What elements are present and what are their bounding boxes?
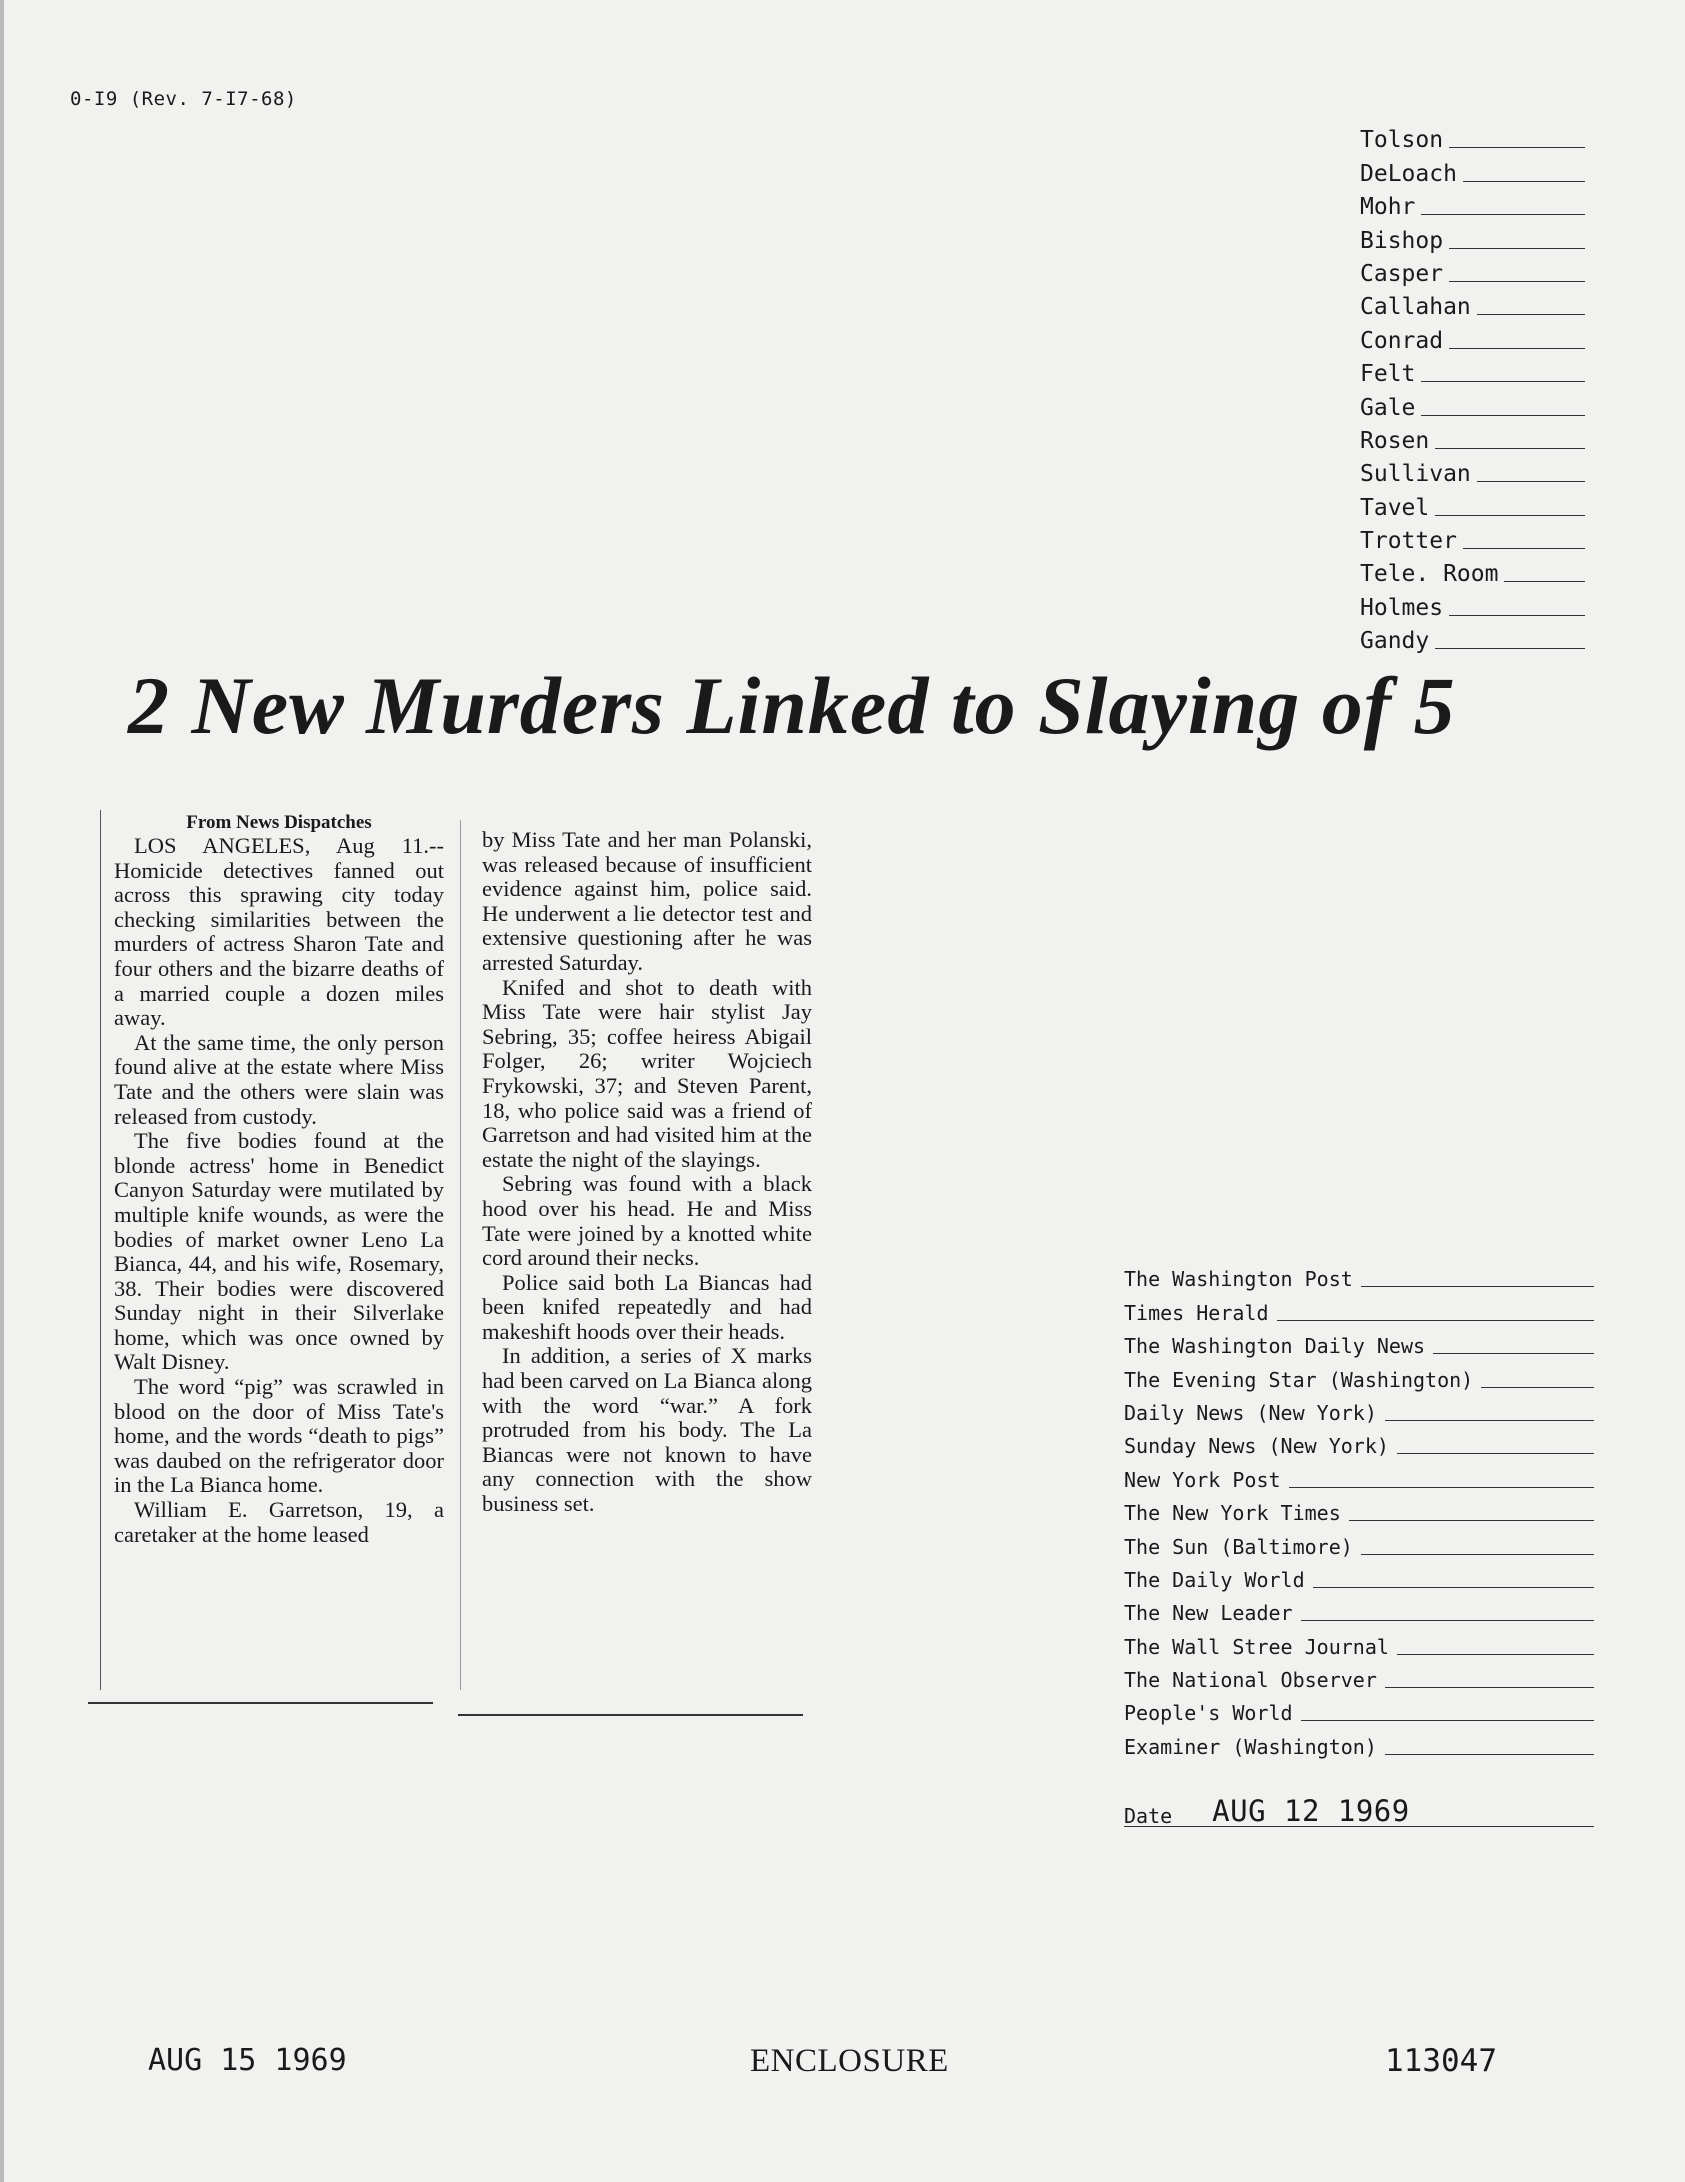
- routing-name: DeLoach: [1360, 160, 1457, 187]
- date-row: [1124, 1784, 1594, 1828]
- routing-item: [1360, 521, 1585, 554]
- paragraph: LOS ANGELES, Aug 11.-- Homicide detectives fanned out across this sprawing city today checking similarities between the murders of actress Sharon Tate and four others and the bizarre deaths of a married couple a dozen miles away.: [114, 833, 444, 1031]
- publication-name: The Evening Star (Washington): [1124, 1367, 1474, 1392]
- publication-item: [1124, 1425, 1594, 1458]
- column-rule: [460, 820, 461, 1690]
- publication-item: [1124, 1592, 1594, 1625]
- paragraph: Sebring was found with a black hood over his head. He and Miss Tate were joined by a knotted white cord around their necks.: [482, 1171, 812, 1271]
- routing-line: [1449, 147, 1585, 148]
- publication-item: [1124, 1559, 1594, 1592]
- publication-list: [1124, 1258, 1594, 1759]
- routing-item: [1360, 621, 1585, 654]
- paragraph: In addition, a series of X marks had been carved on La Bianca along with the word “war.” A fork protruded from his body. The La Biancas were not known to have any connection with the show business set.: [482, 1343, 812, 1517]
- publication-item: [1124, 1458, 1594, 1491]
- routing-name: Sullivan: [1360, 461, 1471, 488]
- routing-item: [1360, 587, 1585, 620]
- routing-line: [1435, 515, 1585, 516]
- column-end-rule: [88, 1702, 433, 1704]
- publication-name: Examiner (Washington): [1124, 1734, 1377, 1759]
- routing-line: [1463, 548, 1585, 549]
- form-code: 0-I9 (Rev. 7-I7-68): [70, 88, 297, 110]
- publication-name: Daily News (New York): [1124, 1400, 1377, 1425]
- publication-line: [1433, 1353, 1594, 1354]
- publication-line: [1277, 1320, 1595, 1321]
- routing-list: [1360, 120, 1585, 654]
- routing-name: Bishop: [1360, 227, 1444, 254]
- routing-item: [1360, 254, 1585, 287]
- publication-name: The Daily World: [1124, 1567, 1305, 1592]
- publication-line: [1301, 1720, 1594, 1721]
- routing-line: [1421, 381, 1585, 382]
- publication-line: [1385, 1754, 1594, 1755]
- publication-item: [1124, 1625, 1594, 1658]
- routing-line: [1435, 448, 1585, 449]
- publication-item: [1124, 1358, 1594, 1391]
- publication-name: The Washington Post: [1124, 1267, 1353, 1292]
- publication-name: The Wall Stree Journal: [1124, 1634, 1389, 1659]
- routing-name: Conrad: [1360, 327, 1444, 354]
- routing-line: [1449, 348, 1585, 349]
- publication-name: The Washington Daily News: [1124, 1334, 1426, 1359]
- publication-line: [1385, 1420, 1594, 1421]
- paragraph: by Miss Tate and her man Polanski, was released because of insufficient evidence against him, police said. He underwent a lie detector test and extensive questioning after he was arrested Saturday.: [482, 827, 812, 975]
- routing-line: [1449, 615, 1585, 616]
- routing-item: [1360, 220, 1585, 253]
- publication-line: [1349, 1520, 1594, 1521]
- routing-line: [1477, 481, 1585, 482]
- publication-name: The National Observer: [1124, 1668, 1377, 1693]
- paragraph: William E. Garretson, 19, a caretaker at the home leased: [114, 1497, 444, 1547]
- routing-item: [1360, 487, 1585, 520]
- routing-name: Tolson: [1360, 127, 1444, 154]
- publication-item: [1124, 1659, 1594, 1692]
- publication-item: [1124, 1258, 1594, 1291]
- paragraph: Knifed and shot to death with Miss Tate were hair stylist Jay Sebring, 35; coffee heiress Abigail Folger, 26; writer Wojciech Frykowski, 37; and Steven Parent, 18, who police said was a friend of Garretson and had visited him at the estate the night of the slayings.: [482, 974, 812, 1172]
- routing-line: [1421, 415, 1585, 416]
- publication-line: [1313, 1587, 1594, 1588]
- scan-edge: [0, 0, 4, 2182]
- publication-name: The New Leader: [1124, 1601, 1293, 1626]
- date-label: Date: [1124, 1804, 1173, 1828]
- routing-name: Tele. Room: [1360, 561, 1499, 588]
- publication-name: New York Post: [1124, 1467, 1281, 1492]
- publication-line: [1361, 1554, 1594, 1555]
- routing-item: [1360, 421, 1585, 454]
- routing-item: [1360, 454, 1585, 487]
- routing-line: [1435, 648, 1585, 649]
- routing-item: [1360, 187, 1585, 220]
- routing-name: Casper: [1360, 260, 1444, 287]
- publication-name: People's World: [1124, 1701, 1293, 1726]
- routing-line: [1477, 314, 1585, 315]
- routing-item: [1360, 287, 1585, 320]
- article-column-1: [114, 812, 444, 1547]
- enclosure-label: ENCLOSURE: [750, 2043, 949, 2079]
- column-end-rule: [458, 1714, 803, 1716]
- routing-item: [1360, 320, 1585, 353]
- routing-name: Gandy: [1360, 628, 1430, 655]
- routing-name: Holmes: [1360, 594, 1444, 621]
- column-rule: [100, 810, 101, 1690]
- paragraph: At the same time, the only person found alive at the estate where Miss Tate and the others were slain was released from custody.: [114, 1029, 444, 1129]
- paragraph: Police said both La Biancas had been knifed repeatedly and had makeshift hoods over their heads.: [482, 1269, 812, 1344]
- routing-line: [1504, 581, 1585, 582]
- publication-name: Times Herald: [1124, 1300, 1269, 1325]
- routing-line: [1449, 281, 1585, 282]
- routing-item: [1360, 554, 1585, 587]
- routing-item: [1360, 120, 1585, 153]
- routing-item: [1360, 354, 1585, 387]
- routing-item: [1360, 387, 1585, 420]
- publication-name: The New York Times: [1124, 1501, 1341, 1526]
- publication-line: [1385, 1687, 1594, 1688]
- publication-line: [1289, 1487, 1594, 1488]
- publication-item: [1124, 1325, 1594, 1358]
- publication-line: [1397, 1654, 1594, 1655]
- byline: From News Dispatches: [186, 812, 372, 833]
- paragraph: The word “pig” was scrawled in blood on the door of Miss Tate's home, and the words “death to pigs” was daubed on the refrigerator door in the La Bianca home.: [114, 1374, 444, 1498]
- date-stamp: AUG 12 1969: [1212, 1794, 1410, 1828]
- routing-name: Gale: [1360, 394, 1416, 421]
- article-column-2: [482, 828, 812, 1517]
- routing-line: [1463, 181, 1585, 182]
- received-stamp: AUG 15 1969: [148, 2043, 347, 2078]
- publication-name: The Sun (Baltimore): [1124, 1534, 1353, 1559]
- routing-item: [1360, 153, 1585, 186]
- publication-name: Sunday News (New York): [1124, 1434, 1389, 1459]
- paragraph: The five bodies found at the blonde actress' home in Benedict Canyon Saturday were mutilated by multiple knife wounds, as were the bodies of market owner Leno La Bianca, 44, and his wife, Rosemary, 38. Their bodies were discovered Sunday night in their Silverlake home, which was once owned by Walt Disney.: [114, 1128, 444, 1375]
- routing-name: Trotter: [1360, 528, 1457, 555]
- publication-item: [1124, 1692, 1594, 1725]
- publication-item: [1124, 1725, 1594, 1758]
- publication-line: [1361, 1286, 1594, 1287]
- routing-name: Felt: [1360, 361, 1416, 388]
- routing-name: Callahan: [1360, 294, 1471, 321]
- file-number: 113047: [1385, 2043, 1497, 2079]
- headline: 2 New Murders Linked to Slaying of 5: [128, 660, 1456, 751]
- routing-name: Tavel: [1360, 494, 1430, 521]
- routing-line: [1449, 248, 1585, 249]
- publication-item: [1124, 1291, 1594, 1324]
- publication-line: [1397, 1453, 1594, 1454]
- routing-name: Rosen: [1360, 427, 1430, 454]
- publication-line: [1301, 1620, 1594, 1621]
- date-line: [1124, 1826, 1594, 1827]
- routing-name: Mohr: [1360, 194, 1416, 221]
- publication-item: [1124, 1392, 1594, 1425]
- routing-line: [1421, 214, 1585, 215]
- publication-item: [1124, 1525, 1594, 1558]
- publication-item: [1124, 1492, 1594, 1525]
- publication-line: [1481, 1387, 1594, 1388]
